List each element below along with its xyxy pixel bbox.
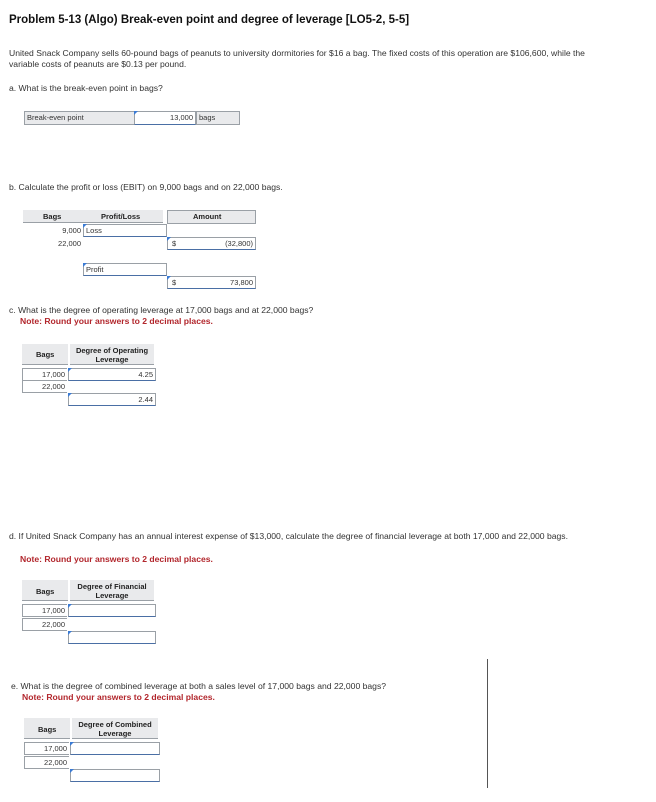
row1-bags: 9,000 bbox=[62, 226, 81, 235]
operating-leverage-table bbox=[22, 344, 155, 404]
row1-amount: (32,800) bbox=[225, 239, 253, 248]
header-bags: Bags bbox=[43, 212, 62, 221]
problem-title: Problem 5-13 (Algo) Break-even point and degree of leverage [LO5-2, 5-5] bbox=[9, 14, 410, 26]
answer-marker-icon bbox=[68, 604, 72, 608]
header-bags: Bags bbox=[36, 587, 55, 596]
row1-dcl-input[interactable] bbox=[70, 742, 160, 755]
answer-marker-icon bbox=[70, 769, 74, 773]
vertical-divider bbox=[487, 659, 488, 788]
row2-bags: 22,000 bbox=[22, 618, 67, 631]
header-bags: Bags bbox=[36, 350, 55, 359]
answer-marker-icon bbox=[70, 742, 74, 746]
header-dcl: Degree of Combined Leverage bbox=[78, 720, 152, 738]
part-d-note: Note: Round your answers to 2 decimal places. bbox=[20, 554, 213, 564]
row1-bags: 17,000 bbox=[22, 368, 67, 381]
row2-amount: 73,800 bbox=[230, 278, 253, 287]
row2-bags: 22,000 bbox=[22, 380, 67, 393]
answer-marker-icon bbox=[68, 631, 72, 635]
answer-marker-icon bbox=[68, 368, 72, 372]
header-amount: Amount bbox=[193, 212, 222, 221]
answer-marker-icon bbox=[83, 263, 87, 267]
row2-dfl-input[interactable] bbox=[68, 631, 156, 644]
header-profit-loss: Profit/Loss bbox=[101, 212, 141, 221]
part-e-note: Note: Round your answers to 2 decimal places. bbox=[22, 692, 215, 702]
row1-type-select[interactable]: Loss bbox=[83, 224, 167, 237]
part-c-question: c. What is the degree of operating leverage at 17,000 bags and at 22,000 bags? bbox=[9, 305, 314, 315]
row2-currency: $ bbox=[172, 278, 177, 287]
row2-dcl-input[interactable] bbox=[70, 769, 160, 782]
row2-amount-input[interactable] bbox=[167, 276, 256, 289]
row1-bags: 17,000 bbox=[22, 604, 67, 617]
row1-amount-input[interactable] bbox=[167, 237, 256, 250]
part-c-note: Note: Round your answers to 2 decimal places. bbox=[20, 316, 213, 326]
part-d-question: d. If United Snack Company has an annual interest expense of $13,000, calculate the degree of financial leverage at both 17,000 and 22,000 bags. bbox=[9, 531, 568, 541]
combined-leverage-table bbox=[24, 718, 158, 770]
row1-dfl-input[interactable] bbox=[68, 604, 156, 617]
break-even-label: Break-even point bbox=[24, 111, 136, 125]
header-bags: Bags bbox=[38, 725, 57, 734]
row1-currency: $ bbox=[172, 239, 177, 248]
financial-leverage-table bbox=[22, 580, 155, 632]
row2-type-select[interactable]: Profit bbox=[83, 263, 167, 276]
answer-marker-icon bbox=[134, 111, 138, 115]
header-dol: Degree of Operating Leverage bbox=[75, 346, 149, 364]
part-a-question: a. What is the break-even point in bags? bbox=[9, 83, 163, 93]
problem-intro: United Snack Company sells 60-pound bags of peanuts to university dormitories for $16 a bag. The fixed costs of this operation are $106,600, while the variable costs of peanuts are $0.13 per pound. bbox=[9, 48, 585, 69]
answer-marker-icon bbox=[83, 224, 87, 228]
row1-bags: 17,000 bbox=[24, 742, 69, 755]
answer-marker-icon bbox=[68, 393, 72, 397]
row2-bags: 22,000 bbox=[24, 756, 69, 769]
row2-bags: 22,000 bbox=[58, 239, 81, 248]
part-e-question: e. What is the degree of combined leverage at both a sales level of 17,000 bags and 22,000 bags? bbox=[11, 681, 387, 691]
row1-dol-input[interactable]: 4.25 bbox=[68, 368, 156, 381]
answer-marker-icon bbox=[167, 237, 171, 241]
break-even-input[interactable]: 13,000 bbox=[134, 111, 196, 125]
profit-loss-table bbox=[23, 210, 256, 287]
part-b-question: b. Calculate the profit or loss (EBIT) on 9,000 bags and on 22,000 bags. bbox=[9, 182, 283, 192]
row2-dol-input[interactable]: 2.44 bbox=[68, 393, 156, 406]
break-even-row bbox=[24, 111, 239, 125]
answer-marker-icon bbox=[167, 276, 171, 280]
header-dfl: Degree of Financial Leverage bbox=[77, 582, 147, 600]
break-even-unit: bags bbox=[196, 111, 240, 125]
